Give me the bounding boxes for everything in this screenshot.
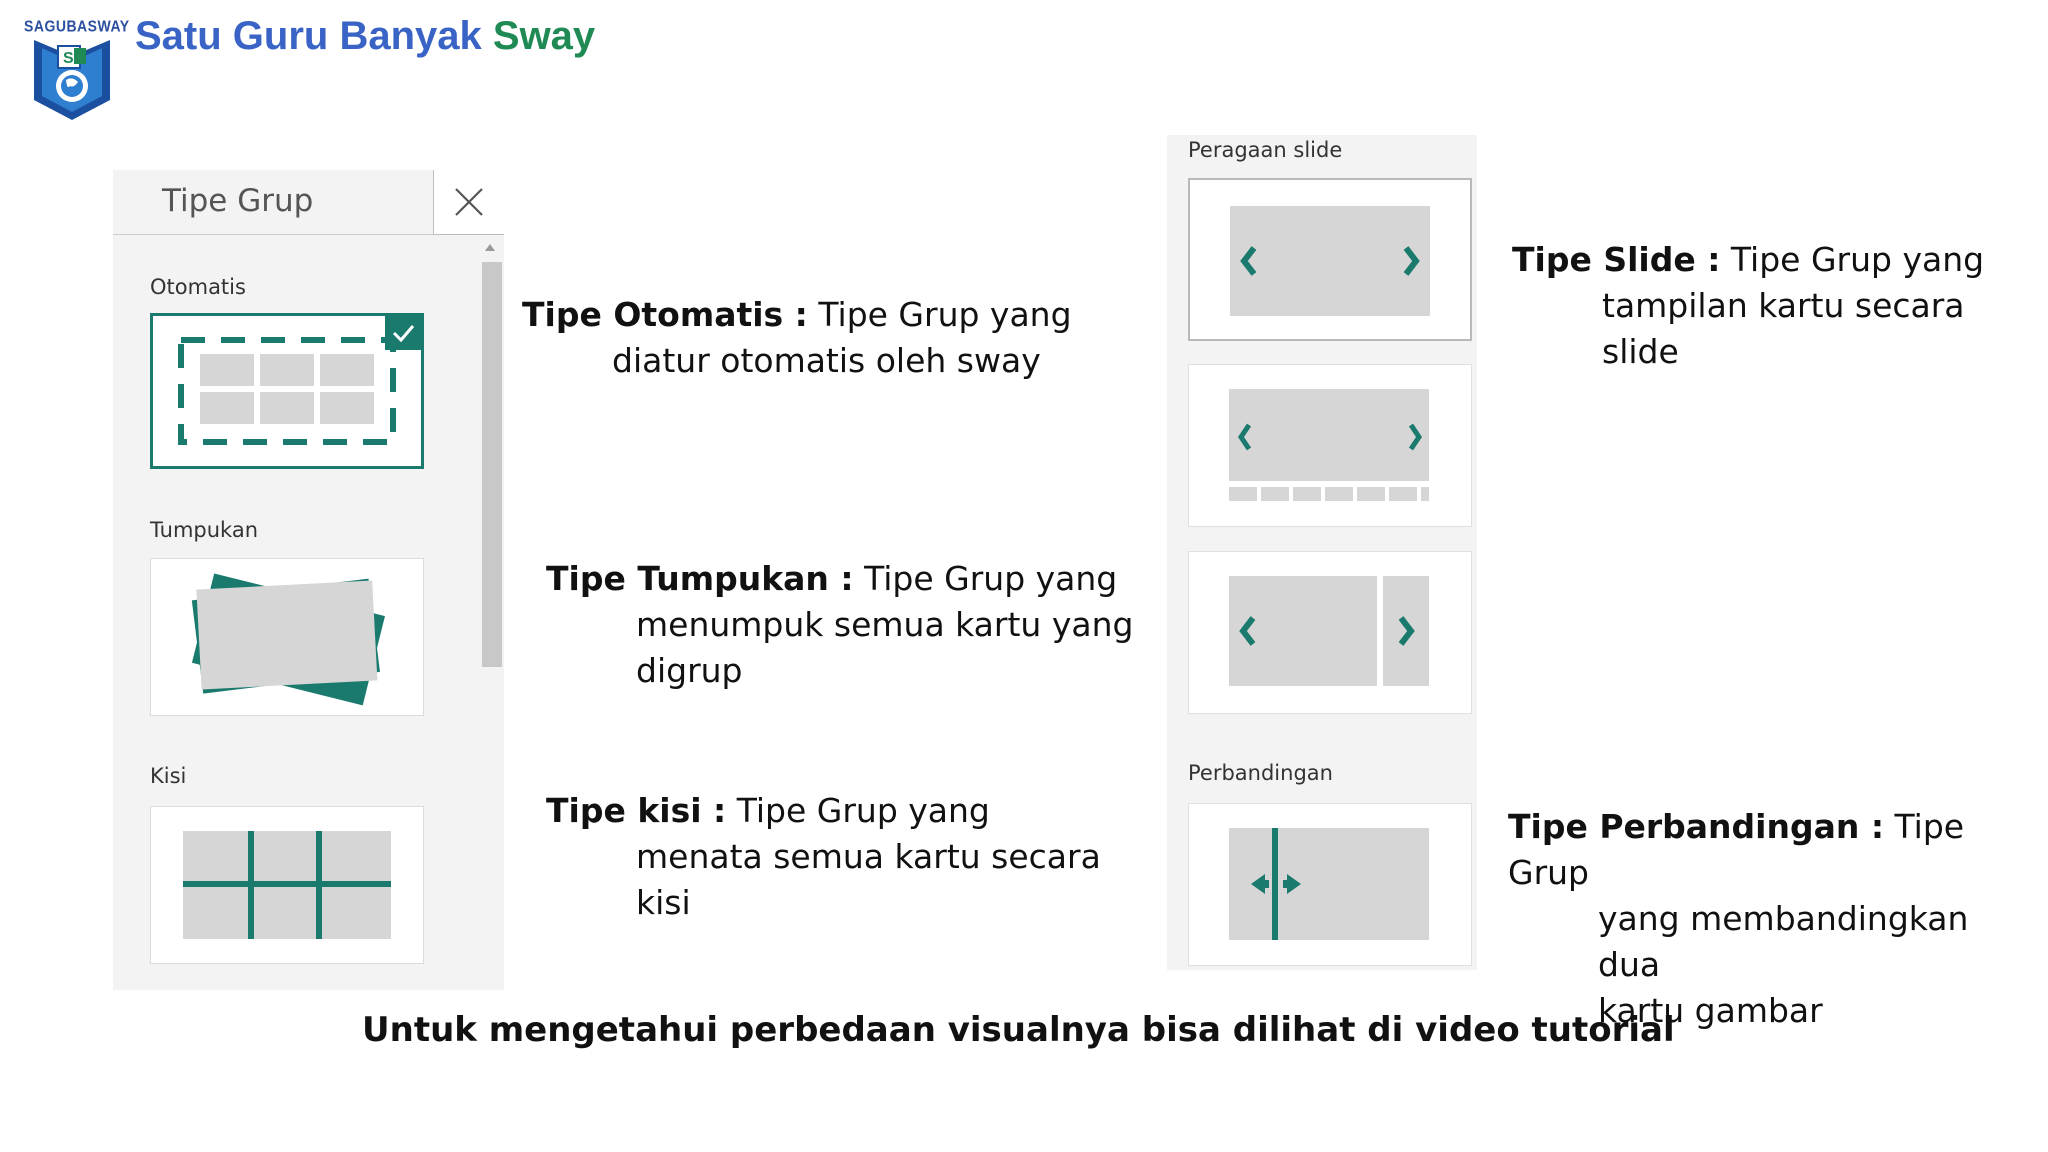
slide-type-option-3[interactable] — [1188, 551, 1472, 714]
section-label-tumpukan: Tumpukan — [150, 518, 259, 542]
check-icon — [385, 316, 421, 350]
section-label-otomatis: Otomatis — [150, 275, 246, 299]
footer-note: Untuk mengetahui perbedaan visualnya bisa dilihat di video tutorial — [362, 1010, 1675, 1050]
desc-kisi: Tipe kisi : Tipe Grup yang menata semua kartu secara kisi — [546, 791, 1101, 922]
title-accent: Sway — [492, 14, 596, 58]
auto-layout-illustration — [153, 316, 421, 466]
svg-text:S: S — [63, 50, 74, 67]
close-button[interactable] — [433, 170, 504, 235]
comparison-type-option[interactable] — [1188, 803, 1472, 966]
page-title — [135, 14, 595, 59]
slide-illustration-3 — [1189, 552, 1471, 713]
slide-type-option-1[interactable] — [1188, 178, 1472, 341]
grid-illustration — [151, 807, 423, 963]
title-main: Satu Guru Banyak — [135, 14, 482, 58]
close-icon — [454, 187, 484, 217]
desc-tumpukan: Tipe Tumpukan : Tipe Grup yang menumpuk semua kartu yang digrup — [546, 559, 1134, 690]
panel-title: Tipe Grup — [162, 183, 314, 219]
desc-otomatis: Tipe Otomatis : Tipe Grup yang diatur otomatis oleh sway — [522, 295, 1072, 380]
selected-badge — [385, 316, 421, 350]
section-label-kisi: Kisi — [150, 764, 187, 788]
desc-perbandingan: Tipe Perbandingan : Tipe Grup yang membandingkan dua kartu gambar — [1508, 807, 1969, 1030]
slide-illustration-1 — [1190, 180, 1470, 339]
stack-illustration — [151, 559, 423, 715]
group-type-tumpukan[interactable] — [150, 558, 424, 716]
desc-slide: Tipe Slide : Tipe Grup yang tampilan kartu secara slide — [1512, 240, 1985, 371]
group-type-kisi[interactable] — [150, 806, 424, 964]
scroll-up-arrow-icon[interactable] — [485, 244, 495, 251]
section-label-peragaan-slide: Peragaan slide — [1188, 138, 1343, 162]
slide-illustration-2 — [1189, 365, 1471, 526]
comparison-illustration — [1189, 804, 1471, 965]
scrollbar-thumb[interactable] — [482, 262, 502, 667]
group-type-otomatis[interactable] — [150, 313, 424, 469]
logo-text: SAGUBASWAY — [24, 16, 130, 36]
slide-type-option-2[interactable] — [1188, 364, 1472, 527]
section-label-perbandingan: Perbandingan — [1188, 761, 1333, 785]
